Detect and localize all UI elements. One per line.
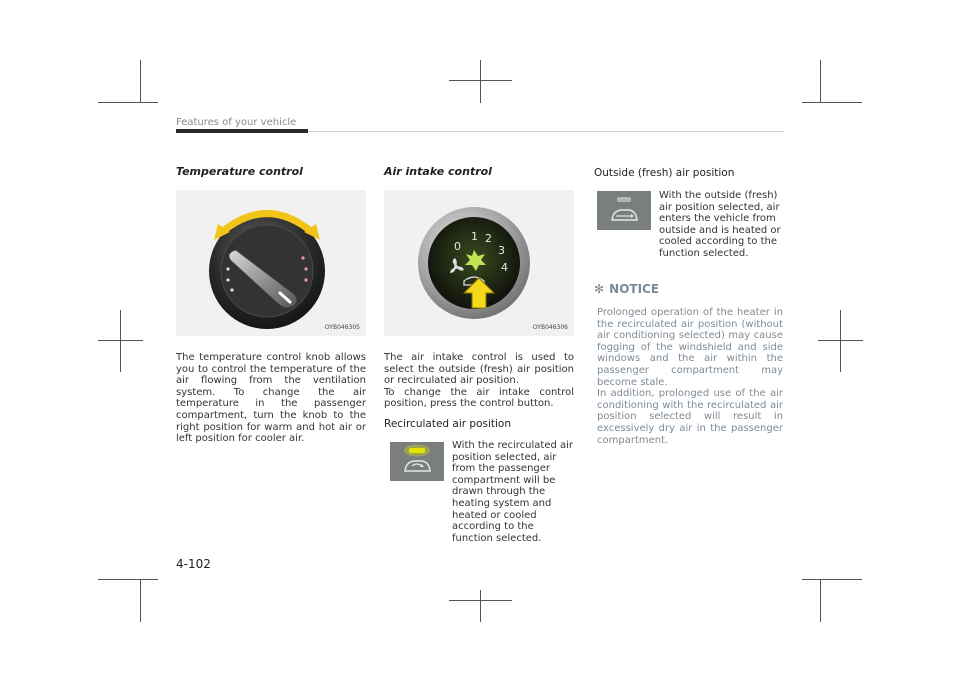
outside-air-icon xyxy=(597,191,651,230)
air-intake-dial-figure xyxy=(384,190,574,336)
notice-symbol-icon: ✻ xyxy=(594,282,605,296)
dial-number-1: 1 xyxy=(471,230,478,243)
outside-air-description: With the outside (fresh) air position selected, air enters the vehicle from outside and is heated or cooled according to the function selected. xyxy=(659,190,781,259)
figure-code: OYB046306 xyxy=(532,324,568,331)
dial-number-4: 4 xyxy=(501,261,508,274)
air-intake-body: The air intake control is used to select the outside (fresh) air position or recirculated air position. To change the air intake control position, press the control button. xyxy=(384,352,574,410)
air-intake-dial-illustration xyxy=(384,190,574,336)
running-header: Features of your vehicle xyxy=(176,117,297,128)
outside-air-title: Outside (fresh) air position xyxy=(594,167,735,179)
notice-body: Prolonged operation of the heater in the recirculated air position (without air conditioning selected) may cause fogging of the windshield and side windows and the air within the passenger compartment may become stale. In addition, prolonged use of the air conditioning with the recirculated air position selected will result in excessively dry air in the passenger compartment. xyxy=(597,307,783,446)
temperature-knob-figure xyxy=(176,190,366,336)
notice-title: NOTICE xyxy=(609,282,660,296)
dial-number-0: 0 xyxy=(454,240,461,253)
page-number: 4-102 xyxy=(176,557,211,571)
recirculated-air-icon xyxy=(390,442,444,481)
notice-heading xyxy=(594,278,659,297)
temperature-body: The temperature control knob allows you to control the temperature of the air flowing from the ventilation system. To change the air temperature in the passenger compartment, turn the knob to the right position for warm and hot air or left position for cooler air. xyxy=(176,352,366,445)
dial-number-3: 3 xyxy=(498,244,505,257)
temperature-control-title: Temperature control xyxy=(176,165,303,178)
air-intake-title: Air intake control xyxy=(384,165,492,178)
dial-number-2: 2 xyxy=(485,232,492,245)
header-bar xyxy=(176,129,308,133)
header-rule xyxy=(308,131,784,132)
figure-code: OYB046305 xyxy=(324,324,360,331)
temperature-knob-illustration xyxy=(176,190,366,336)
recirculated-air-title: Recirculated air position xyxy=(384,418,512,430)
recirculated-air-description: With the recirculated air position selected, air from the passenger compartment will be drawn through the heating system and heated or cooled according to the function selected. xyxy=(452,440,574,544)
recirculated-air-icon-panel xyxy=(390,442,444,481)
outside-air-icon-panel xyxy=(597,191,651,230)
